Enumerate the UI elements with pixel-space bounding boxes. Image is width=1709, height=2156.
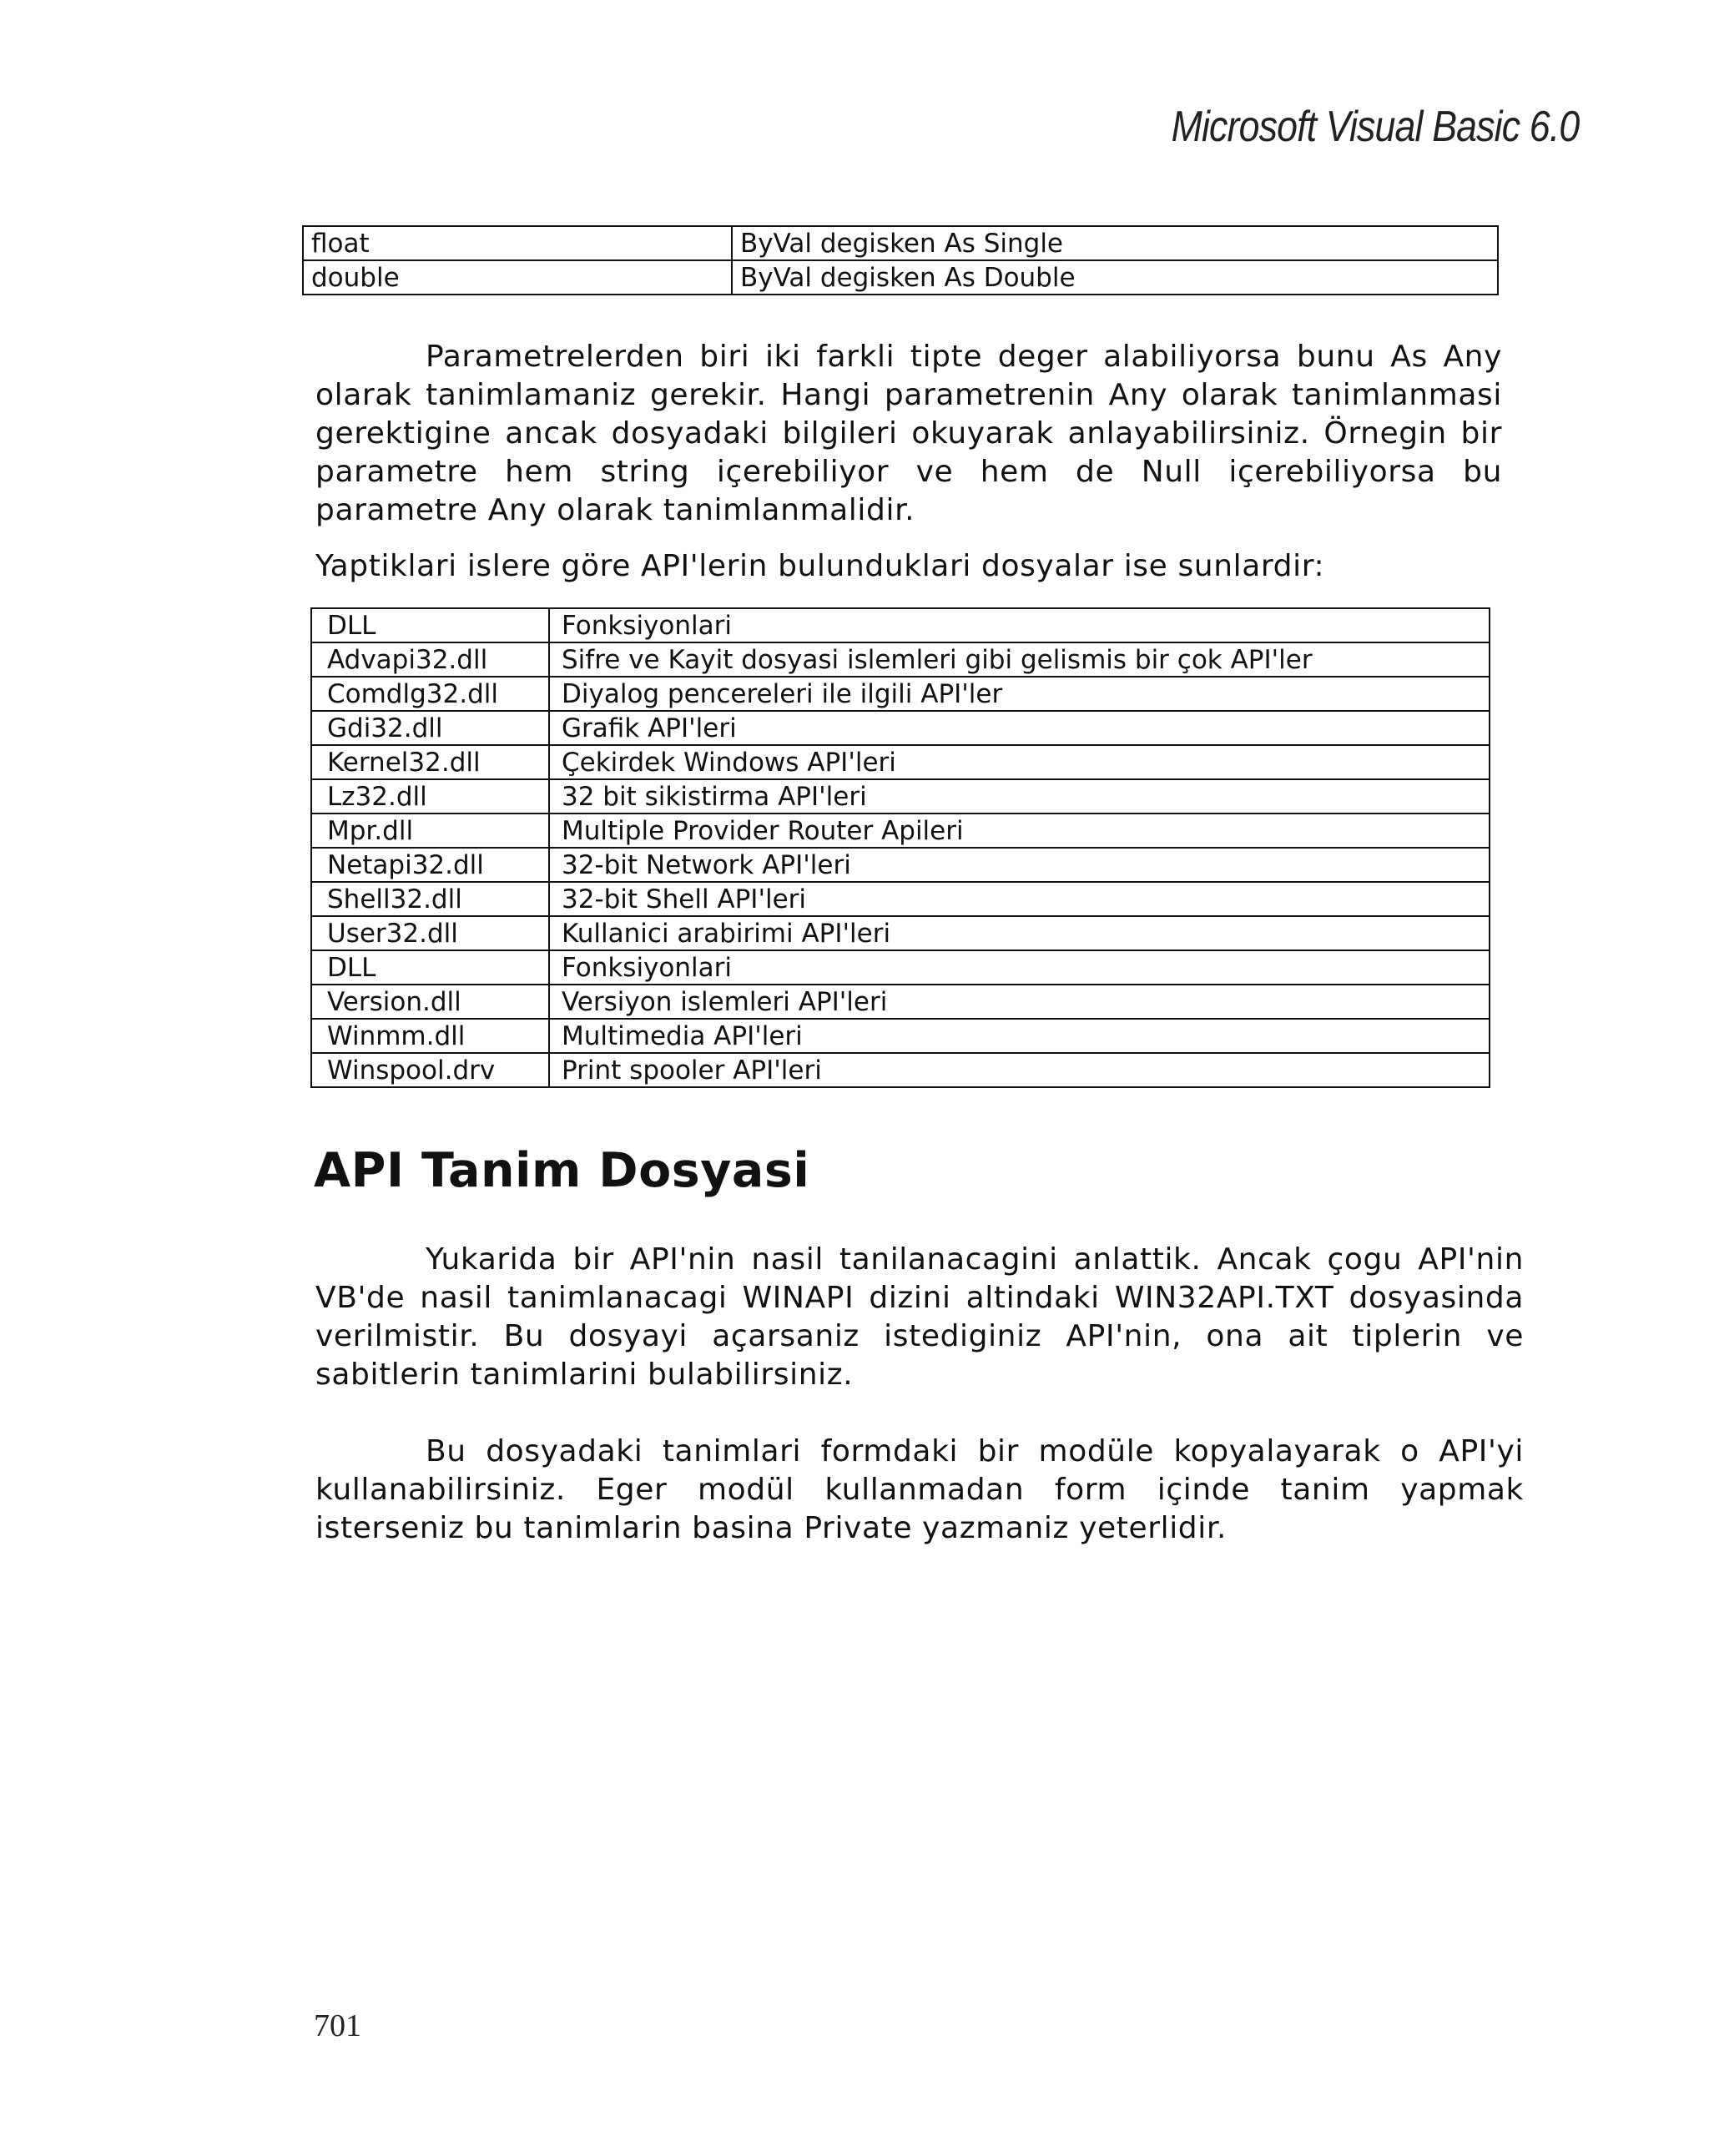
table-row xyxy=(311,916,1490,950)
table-cell-c-type: double xyxy=(303,260,732,295)
table-row xyxy=(311,642,1490,677)
paragraph-definition-file: Yukarida bir API'nin nasil tanilanacagini anlattik. Ancak çogu API'nin VB'de nasil tanimlanacagi WINAPI dizini altindaki WIN32API.TXT dosyasinda verilmistir. Bu dosyayi açarsaniz istediginiz API'nin, ona ait tiplerin ve sabitlerin tanimlarini bulabilirsiniz. xyxy=(315,1242,1524,1392)
running-header-title: Microsoft Visual Basic 6.0 xyxy=(1171,103,1579,151)
table-row xyxy=(311,814,1490,848)
table-row xyxy=(311,711,1490,745)
table-row xyxy=(311,985,1490,1019)
table-cell-c-type: float xyxy=(303,226,732,260)
table-cell-functions: Fonksiyonlari xyxy=(549,950,1490,985)
paragraph-as-any: Parametrelerden biri iki farkli tipte deger alabiliyorsa bunu As Any olarak tanimlamaniz gerekir. Hangi parametrenin Any olarak tanimlanmasi gerektigine ancak dosyadaki bilgileri okuyarak anlayabilirsiniz. Örnegin bir parametre hem string içerebiliyor ve hem de Null içerebiliyorsa bu parametre Any olarak tanimlanmalidir. xyxy=(315,340,1502,527)
table-cell-functions: Versiyon islemleri API'leri xyxy=(549,985,1490,1019)
table-row xyxy=(311,882,1490,916)
table-row xyxy=(311,779,1490,814)
table-cell-functions: Multiple Provider Router Apileri xyxy=(549,814,1490,848)
table-cell-functions: Fonksiyonlari xyxy=(549,608,1490,642)
table-cell-functions: Kullanici arabirimi API'leri xyxy=(549,916,1490,950)
table-row xyxy=(311,1053,1490,1087)
table-cell-functions: Diyalog pencereleri ile ilgili API'ler xyxy=(549,677,1490,711)
table-cell-dll: Netapi32.dll xyxy=(311,848,549,882)
table-cell-dll: Kernel32.dll xyxy=(311,745,549,779)
table-row xyxy=(311,677,1490,711)
table-cell-functions: Sifre ve Kayit dosyasi islemleri gibi gelismis bir çok API'ler xyxy=(549,642,1490,677)
table-cell-dll: Lz32.dll xyxy=(311,779,549,814)
table-cell-dll: Gdi32.dll xyxy=(311,711,549,745)
table-cell-dll: DLL xyxy=(311,950,549,985)
type-mapping-table xyxy=(302,225,1499,295)
table-cell-dll: DLL xyxy=(311,608,549,642)
table-cell-functions: 32-bit Shell API'leri xyxy=(549,882,1490,916)
table-cell-functions: Print spooler API'leri xyxy=(549,1053,1490,1087)
table-row xyxy=(311,1019,1490,1053)
table-cell-functions: Multimedia API'leri xyxy=(549,1019,1490,1053)
table-cell-dll: Mpr.dll xyxy=(311,814,549,848)
table-row xyxy=(311,745,1490,779)
paragraph-dll-intro: Yaptiklari islere göre API'lerin bulunduklari dosyalar ise sunlardir: xyxy=(315,549,1325,583)
table-row xyxy=(311,848,1490,882)
table-cell-vb-declaration: ByVal degisken As Double xyxy=(732,260,1498,295)
page-number: 701 xyxy=(314,2008,361,2043)
table-cell-functions: Çekirdek Windows API'leri xyxy=(549,745,1490,779)
table-cell-dll: User32.dll xyxy=(311,916,549,950)
table-cell-functions: 32 bit sikistirma API'leri xyxy=(549,779,1490,814)
table-row xyxy=(311,608,1490,642)
section-heading: API Tanim Dosyasi xyxy=(314,1143,810,1198)
table-cell-functions: 32-bit Network API'leri xyxy=(549,848,1490,882)
table-cell-dll: Advapi32.dll xyxy=(311,642,549,677)
table-cell-dll: Shell32.dll xyxy=(311,882,549,916)
table-row xyxy=(303,260,1498,295)
table-cell-vb-declaration: ByVal degisken As Single xyxy=(732,226,1498,260)
table-cell-dll: Winspool.drv xyxy=(311,1053,549,1087)
table-cell-dll: Winmm.dll xyxy=(311,1019,549,1053)
table-row xyxy=(311,950,1490,985)
table-cell-dll: Version.dll xyxy=(311,985,549,1019)
table-cell-dll: Comdlg32.dll xyxy=(311,677,549,711)
table-row xyxy=(303,226,1498,260)
paragraph-module-copy: Bu dosyadaki tanimlari formdaki bir modüle kopyalayarak o API'yi kullanabilirsiniz. Eger modül kullanmadan form içinde tanim yapmak isterseniz bu tanimlarin basina Private yazmaniz yeterlidir. xyxy=(315,1434,1524,1545)
dll-function-table xyxy=(310,607,1490,1088)
table-cell-functions: Grafik API'leri xyxy=(549,711,1490,745)
